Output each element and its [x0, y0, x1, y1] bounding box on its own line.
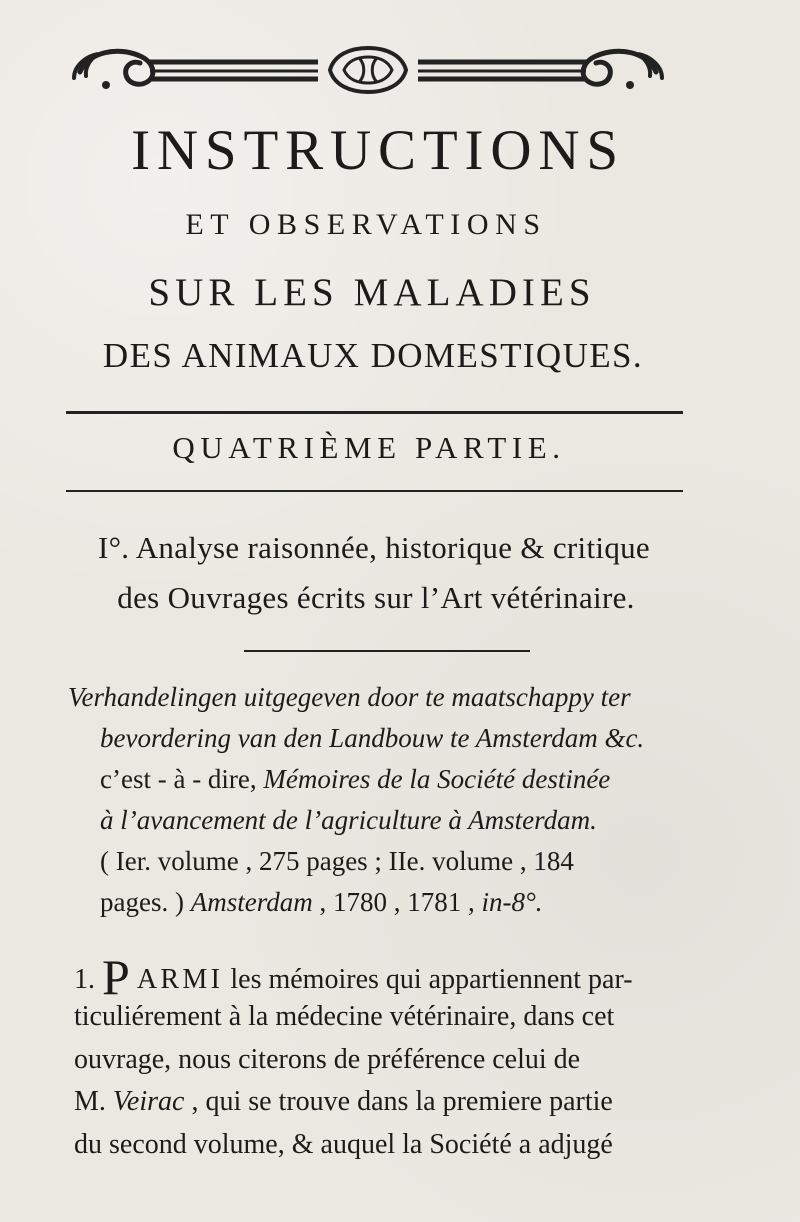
reference-line-6-place: Amsterdam	[190, 887, 313, 917]
reference-line-2: bevordering van den Landbouw te Amsterdam &c.	[100, 723, 645, 753]
reference-line-1: Verhandelingen uitgegeven door te maatschappy ter	[68, 682, 631, 712]
reference-line-4: à l’avancement de l’agriculture à Amsterdam.	[100, 805, 597, 835]
section-heading-line-1: I°. Analyse raisonnée, historique & critique	[97, 530, 651, 565]
paragraph-number: 1.	[74, 964, 102, 995]
reference-line-3-title: Mémoires de la Société destinée	[263, 764, 611, 794]
bottom-rule	[66, 490, 683, 492]
reference-line-5: ( Ier. volume , 275 pages ; IIe. volume , 184	[100, 846, 574, 876]
body-line-1-rest: les mémoires qui appartiennent par-	[230, 964, 633, 995]
body-line-4-rest: , qui se trouve dans la premiere partie	[191, 1086, 613, 1117]
body-line-2: ticuliérement à la médecine vétérinaire, dans cet	[74, 1001, 615, 1032]
body-line-4-prefix: M.	[74, 1086, 113, 1117]
title-instructions: INSTRUCTIONS	[131, 119, 625, 182]
reference-line-6-format: in-8°.	[481, 887, 543, 917]
body-line-1	[74, 946, 633, 1005]
decorative-header-ornament	[58, 38, 678, 100]
top-rule	[66, 411, 683, 414]
section-heading-line-2: des Ouvrages écrits sur l’Art vétérinaire.	[117, 580, 635, 615]
title-et-observations: ET OBSERVATIONS	[185, 208, 547, 241]
part-heading: QUATRIÈME PARTIE.	[172, 430, 566, 465]
reference-line-6	[100, 883, 543, 922]
reference-line-3	[100, 760, 610, 799]
section-divider	[244, 650, 530, 652]
reference-line-6-years: , 1780 , 1781 ,	[319, 887, 482, 917]
body-line-3: ouvrage, nous citerons de préférence celui de	[74, 1044, 581, 1075]
title-sur-les-maladies: SUR LES MALADIES	[148, 271, 596, 314]
body-line-4	[74, 1081, 613, 1122]
reference-line-3-prefix: c’est - à - dire,	[100, 764, 264, 794]
body-line-5: du second volume, & auquel la Société a adjugé	[74, 1129, 613, 1160]
title-des-animaux-domestiques: DES ANIMAUX DOMESTIQUES.	[102, 336, 644, 375]
dropcap-letter: P	[102, 949, 130, 1005]
reference-line-6-prefix: pages. )	[100, 887, 191, 917]
smallcaps-word: ARMI	[136, 964, 224, 995]
body-line-4-name: Veirac	[112, 1086, 185, 1117]
